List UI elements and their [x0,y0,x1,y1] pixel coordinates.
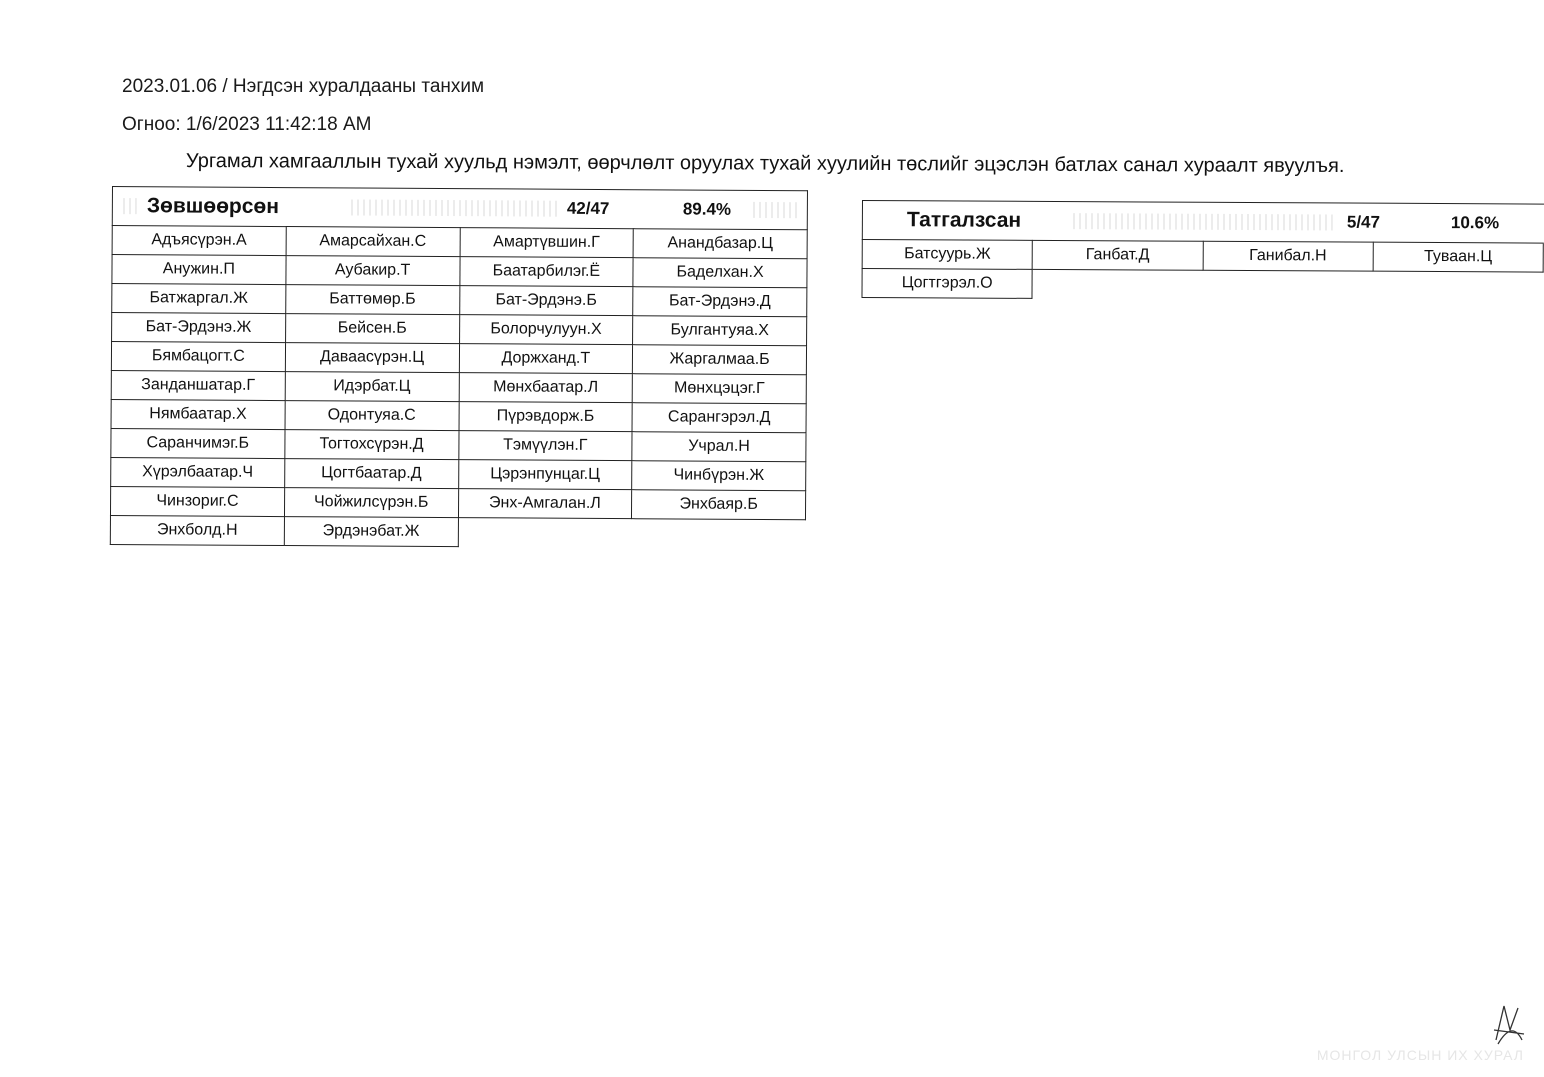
approved-member-name: Чойжилсүрэн.Б [284,488,458,518]
approved-member-name: Пүрэвдорж.Б [459,402,633,432]
vote-date: Огноо: 1/6/2023 11:42:18 AM [122,114,372,135]
approved-member-name: Бат-Эрдэнэ.Ж [112,313,286,343]
approved-member-name: Цогтбаатар.Д [284,459,458,489]
rejected-header-row [862,201,1543,244]
rejected-member-name: Батсуурь.Ж [862,240,1033,270]
approved-member-name: Цэрэнпунцаг.Ц [458,460,632,490]
approved-row [111,342,806,375]
approved-row [110,515,805,548]
approved-member-name: Адъясүрэн.А [112,226,286,256]
rejected-votes-table [861,200,1544,302]
motion-text: Ургамал хамгааллын тухай хуульд нэмэлт, өөрчлөлт оруулах тухай хуулийн төслийг эцэслэн батлах санал хураалт явуулъя. [185,150,1345,178]
approved-member-name: Аубакир.Т [286,256,460,286]
approved-row [111,370,806,403]
signature-mark [1488,1000,1528,1050]
approved-member-name: Жаргалмаа.Б [633,345,807,375]
approved-member-name: Тогтохсүрэн.Д [285,430,459,460]
approved-member-name: Учрал.Н [632,432,806,462]
approved-member-name: Болорчулуун.Х [459,315,633,345]
approved-member-name: Занданшатар.Г [111,370,285,400]
approved-member-name: Бямбацогт.С [111,342,285,372]
approved-member-name: Хүрэлбаатар.Ч [111,457,285,487]
approved-member-name: Сарангэрэл.Д [632,403,806,433]
approved-member-name: Бейсен.Б [285,314,459,344]
approved-member-name: Баделхан.Х [633,258,807,288]
rejected-empty-cell [1032,269,1202,299]
rejected-member-name: Цогтгэрэл.О [862,269,1033,299]
approved-member-name: Баатарбилэг.Ё [459,257,633,287]
approved-row [110,486,805,519]
approved-member-name: Булгантуяа.Х [633,316,807,346]
approved-member-name: Анандбазар.Ц [633,229,807,259]
approved-member-name: Энхбаяр.Б [632,490,806,520]
approved-row [111,428,806,461]
approved-member-name: Доржханд.Т [459,344,633,374]
approved-member-name: Баттөмөр.Б [285,285,459,315]
approved-member-name: Энхболд.Н [110,515,284,545]
rejected-member-name: Туваан.Ц [1373,242,1543,272]
approved-member-name: Энх-Амгалан.Л [458,489,632,519]
approved-member-name: Саранчимэг.Б [111,428,285,458]
approved-title: Зөвшөөрсөн [146,194,280,219]
approved-member-name: Батжаргал.Ж [112,284,286,314]
approved-header [112,187,807,230]
rejected-empty-cell [1203,270,1373,300]
rejected-percent: 10.6% [1450,213,1500,233]
rejected-row [862,269,1543,302]
approved-header-row [112,187,807,230]
approved-member-name: Анужин.П [112,255,286,285]
approved-member-name: Нямбаатар.Х [111,399,285,429]
approved-member-name: Бат-Эрдэнэ.Б [459,286,633,316]
rejected-member-name: Ганбат.Д [1032,240,1202,270]
rejected-empty-cell [1373,271,1543,301]
approved-member-name: Одонтуяа.С [285,401,459,431]
approved-row [112,255,807,288]
approved-member-name: Мөнхцэцэг.Г [632,374,806,404]
approved-percent: 89.4% [682,199,732,219]
approved-member-name: Даваасүрэн.Ц [285,343,459,373]
approved-empty-cell [458,518,632,548]
approved-member-name: Идэрбат.Ц [285,372,459,402]
approved-member-name: Тэмүүлэн.Г [458,431,632,461]
rejected-title: Татгалзсан [906,208,1022,232]
rejected-row [862,240,1543,273]
approved-member-name: Чинзориг.С [110,486,284,516]
approved-member-name: Эрдэнэбат.Ж [284,517,458,547]
rejected-member-name: Ганибал.Н [1203,241,1373,271]
approved-count: 42/47 [566,198,610,219]
rejected-header [862,201,1543,244]
approved-member-name: Амарсайхан.С [286,227,460,257]
approved-row [111,457,806,490]
approved-member-name: Амартүвшин.Г [460,228,634,258]
approved-row [112,313,807,346]
approved-member-name: Чинбүрэн.Ж [632,461,806,491]
approved-member-name: Бат-Эрдэнэ.Д [633,287,807,317]
rejected-count: 5/47 [1346,212,1381,232]
approved-row [112,226,807,259]
approved-row [112,284,807,317]
parliament-watermark: МОНГОЛ УЛСЫН ИХ ХУРАЛ [1316,1047,1524,1063]
session-heading: 2023.01.06 / Нэгдсэн хуралдааны танхим [122,76,485,97]
approved-votes-table [110,186,808,549]
approved-member-name: Мөнхбаатар.Л [459,373,633,403]
approved-row [111,399,806,432]
approved-empty-cell [632,519,806,549]
